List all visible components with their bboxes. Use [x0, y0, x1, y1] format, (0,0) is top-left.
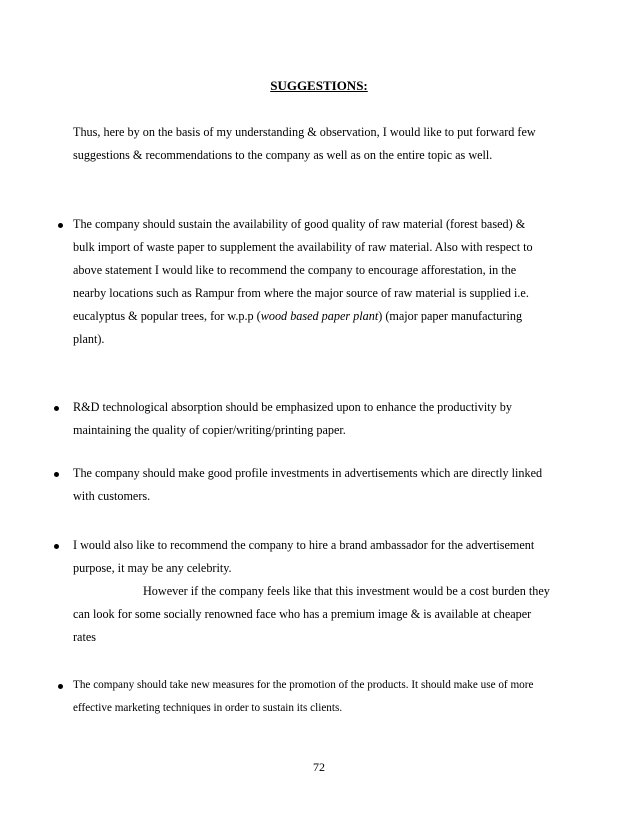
- bullet-icon: [54, 406, 59, 411]
- suggestion-line: above statement I would like to recommend the company to encourage afforestation, in the: [73, 263, 517, 277]
- suggestion-advertisements: [73, 462, 573, 508]
- suggestion-line: [73, 305, 573, 328]
- suggestion-text: eucalyptus & popular trees, for w.p.p (: [73, 309, 261, 323]
- intro-line: Thus, here by on the basis of my understanding & observation, I would like to put forward few: [73, 125, 536, 139]
- suggestion-line: maintaining the quality of copier/writing/printing paper.: [73, 423, 346, 437]
- intro-line: suggestions & recommendations to the company as well as on the entire topic as well.: [73, 148, 493, 162]
- italic-term: wood based paper plant: [260, 309, 379, 323]
- suggestion-line: The company should sustain the availability of good quality of raw material (forest based) &: [73, 217, 526, 231]
- suggestion-line: rates: [73, 630, 97, 644]
- suggestion-line: R&D technological absorption should be emphasized upon to enhance the productivity by: [73, 400, 512, 414]
- suggestion-line: I would also like to recommend the company to hire a brand ambassador for the advertisement: [73, 538, 535, 552]
- suggestion-line: effective marketing techniques in order to sustain its clients.: [73, 702, 343, 714]
- suggestion-line: The company should make good profile investments in advertisements which are directly linked: [73, 466, 543, 480]
- suggestion-line: purpose, it may be any celebrity.: [73, 561, 232, 575]
- suggestion-promotion: [73, 674, 573, 720]
- suggestion-raw-material: [73, 213, 573, 351]
- suggestion-line: However if the company feels like that this investment would be a cost burden they: [143, 584, 550, 598]
- page-number: 72: [313, 760, 325, 774]
- bullet-icon: [54, 472, 59, 477]
- suggestion-brand-ambassador: [73, 534, 573, 649]
- suggestion-line: The company should take new measures for the promotion of the products. It should make use of more: [73, 679, 534, 691]
- suggestion-line: plant).: [73, 332, 105, 346]
- page-title: SUGGESTIONS:: [270, 78, 368, 93]
- suggestion-text: ) (major paper manufacturing: [378, 309, 523, 323]
- suggestion-line: with customers.: [73, 489, 151, 503]
- bullet-icon: [54, 544, 59, 549]
- suggestion-line: can look for some socially renowned face who has a premium image & is available at cheaper: [73, 607, 532, 621]
- bullet-icon: [58, 684, 63, 689]
- suggestion-line: bulk import of waste paper to supplement the availability of raw material. Also with respect to: [73, 240, 533, 254]
- suggestion-line: nearby locations such as Rampur from where the major source of raw material is supplied i.e.: [73, 286, 529, 300]
- bullet-icon: [58, 223, 63, 228]
- suggestion-rnd: [73, 396, 573, 442]
- intro-paragraph: [73, 121, 573, 167]
